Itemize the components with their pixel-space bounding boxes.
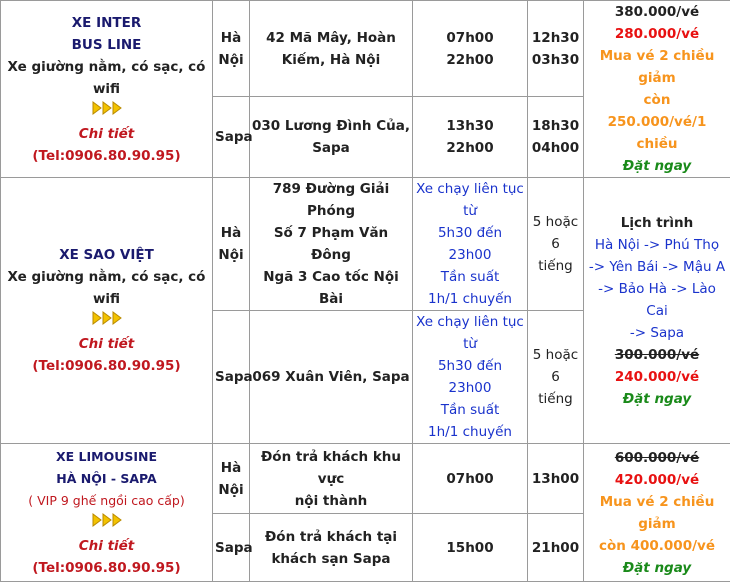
depart-cell: Xe chạy liên tục từ 5h30 đến 23h00 Tần suất 1h/1 chuyến bbox=[413, 311, 528, 444]
company-subtitle: ( VIP 9 ghế ngồi cao cấp) bbox=[3, 490, 210, 512]
table-row bbox=[1, 178, 730, 311]
address-cell: 789 Đường Giải Phóng Số 7 Phạm Văn Đông Ngã 3 Cao tốc Nội Bài bbox=[250, 178, 413, 311]
detail-link[interactable]: Chi tiết bbox=[3, 123, 210, 145]
price-cell: 380.000/vé 280.000/vé Mua vé 2 chiều giảm còn 250.000/vé/1 chiều Đặt ngay bbox=[584, 1, 730, 178]
city-cell: Sapa bbox=[213, 97, 250, 178]
arrive-cell: 12h30 03h30 bbox=[528, 1, 584, 97]
table-row bbox=[1, 444, 730, 514]
new-price: 420.000/vé bbox=[586, 469, 728, 491]
city-cell: Hà Nội bbox=[213, 1, 250, 97]
price-cell: Lịch trình Hà Nội -> Phú Thọ -> Yên Bái -> Mậu A -> Bảo Hà -> Lào Cai -> Sapa 300.000/vé 240.000/vé Đặt ngay bbox=[584, 178, 730, 444]
depart-cell: Xe chạy liên tục từ 5h30 đến 23h00 Tần suất 1h/1 chuyến bbox=[413, 178, 528, 311]
address-cell: 42 Mã Mây, Hoàn Kiếm, Hà Nội bbox=[250, 1, 413, 97]
company-name: XE SAO VIỆT bbox=[3, 244, 210, 266]
detail-link[interactable]: Chi tiết bbox=[3, 535, 210, 557]
company-name: XE LIMOUSINE bbox=[3, 446, 210, 468]
depart-cell: 07h00 22h00 bbox=[413, 1, 528, 97]
company-cell bbox=[1, 444, 213, 582]
company-name-line2: BUS LINE bbox=[3, 34, 210, 56]
triple-arrow-icon bbox=[92, 512, 122, 528]
company-subtitle: Xe giường nằm, có sạc, có wifi bbox=[3, 56, 210, 100]
triple-arrow-icon bbox=[92, 310, 122, 326]
book-now-link[interactable]: Đặt ngay bbox=[586, 155, 728, 177]
price-two: 280.000/vé bbox=[586, 23, 728, 45]
company-cell bbox=[1, 1, 213, 178]
new-price: 240.000/vé bbox=[586, 366, 728, 388]
arrive-cell: 18h30 04h00 bbox=[528, 97, 584, 178]
phone-number[interactable]: (Tel:0906.80.90.95) bbox=[3, 145, 210, 167]
company-name: XE INTER bbox=[3, 12, 210, 34]
city-cell: Sapa bbox=[213, 514, 250, 582]
table-row bbox=[1, 1, 730, 97]
schedule-title: Lịch trình bbox=[586, 212, 728, 234]
depart-cell: 15h00 bbox=[413, 514, 528, 582]
address-cell: Đón trả khách tại khách sạn Sapa bbox=[250, 514, 413, 582]
address-cell: 069 Xuân Viên, Sapa bbox=[250, 311, 413, 444]
city-cell: Sapa bbox=[213, 311, 250, 444]
old-price: 600.000/vé bbox=[586, 447, 728, 469]
phone-number[interactable]: (Tel:0906.80.90.95) bbox=[3, 557, 210, 579]
depart-cell: 07h00 bbox=[413, 444, 528, 514]
old-price: 300.000/vé bbox=[586, 344, 728, 366]
company-cell bbox=[1, 178, 213, 444]
company-subtitle: Xe giường nằm, có sạc, có wifi bbox=[3, 266, 210, 310]
price-cell: 600.000/vé 420.000/vé Mua vé 2 chiều giảm còn 400.000/vé Đặt ngay bbox=[584, 444, 730, 582]
depart-cell: 13h30 22h00 bbox=[413, 97, 528, 178]
arrive-cell: 5 hoặc 6 tiếng bbox=[528, 178, 584, 311]
phone-number[interactable]: (Tel:0906.80.90.95) bbox=[3, 355, 210, 377]
book-now-link[interactable]: Đặt ngay bbox=[586, 557, 728, 579]
arrive-cell: 21h00 bbox=[528, 514, 584, 582]
address-cell: Đón trả khách khu vực nội thành bbox=[250, 444, 413, 514]
arrive-cell: 13h00 bbox=[528, 444, 584, 514]
city-cell: Hà Nội bbox=[213, 444, 250, 514]
triple-arrow-icon bbox=[92, 100, 122, 116]
arrive-cell: 5 hoặc 6 tiếng bbox=[528, 311, 584, 444]
address-cell: 030 Lương Đình Của, Sapa bbox=[250, 97, 413, 178]
price-one: 380.000/vé bbox=[586, 1, 728, 23]
book-now-link[interactable]: Đặt ngay bbox=[586, 388, 728, 410]
city-cell: Hà Nội bbox=[213, 178, 250, 311]
company-name-line2: HÀ NỘI - SAPA bbox=[3, 468, 210, 490]
detail-link[interactable]: Chi tiết bbox=[3, 333, 210, 355]
